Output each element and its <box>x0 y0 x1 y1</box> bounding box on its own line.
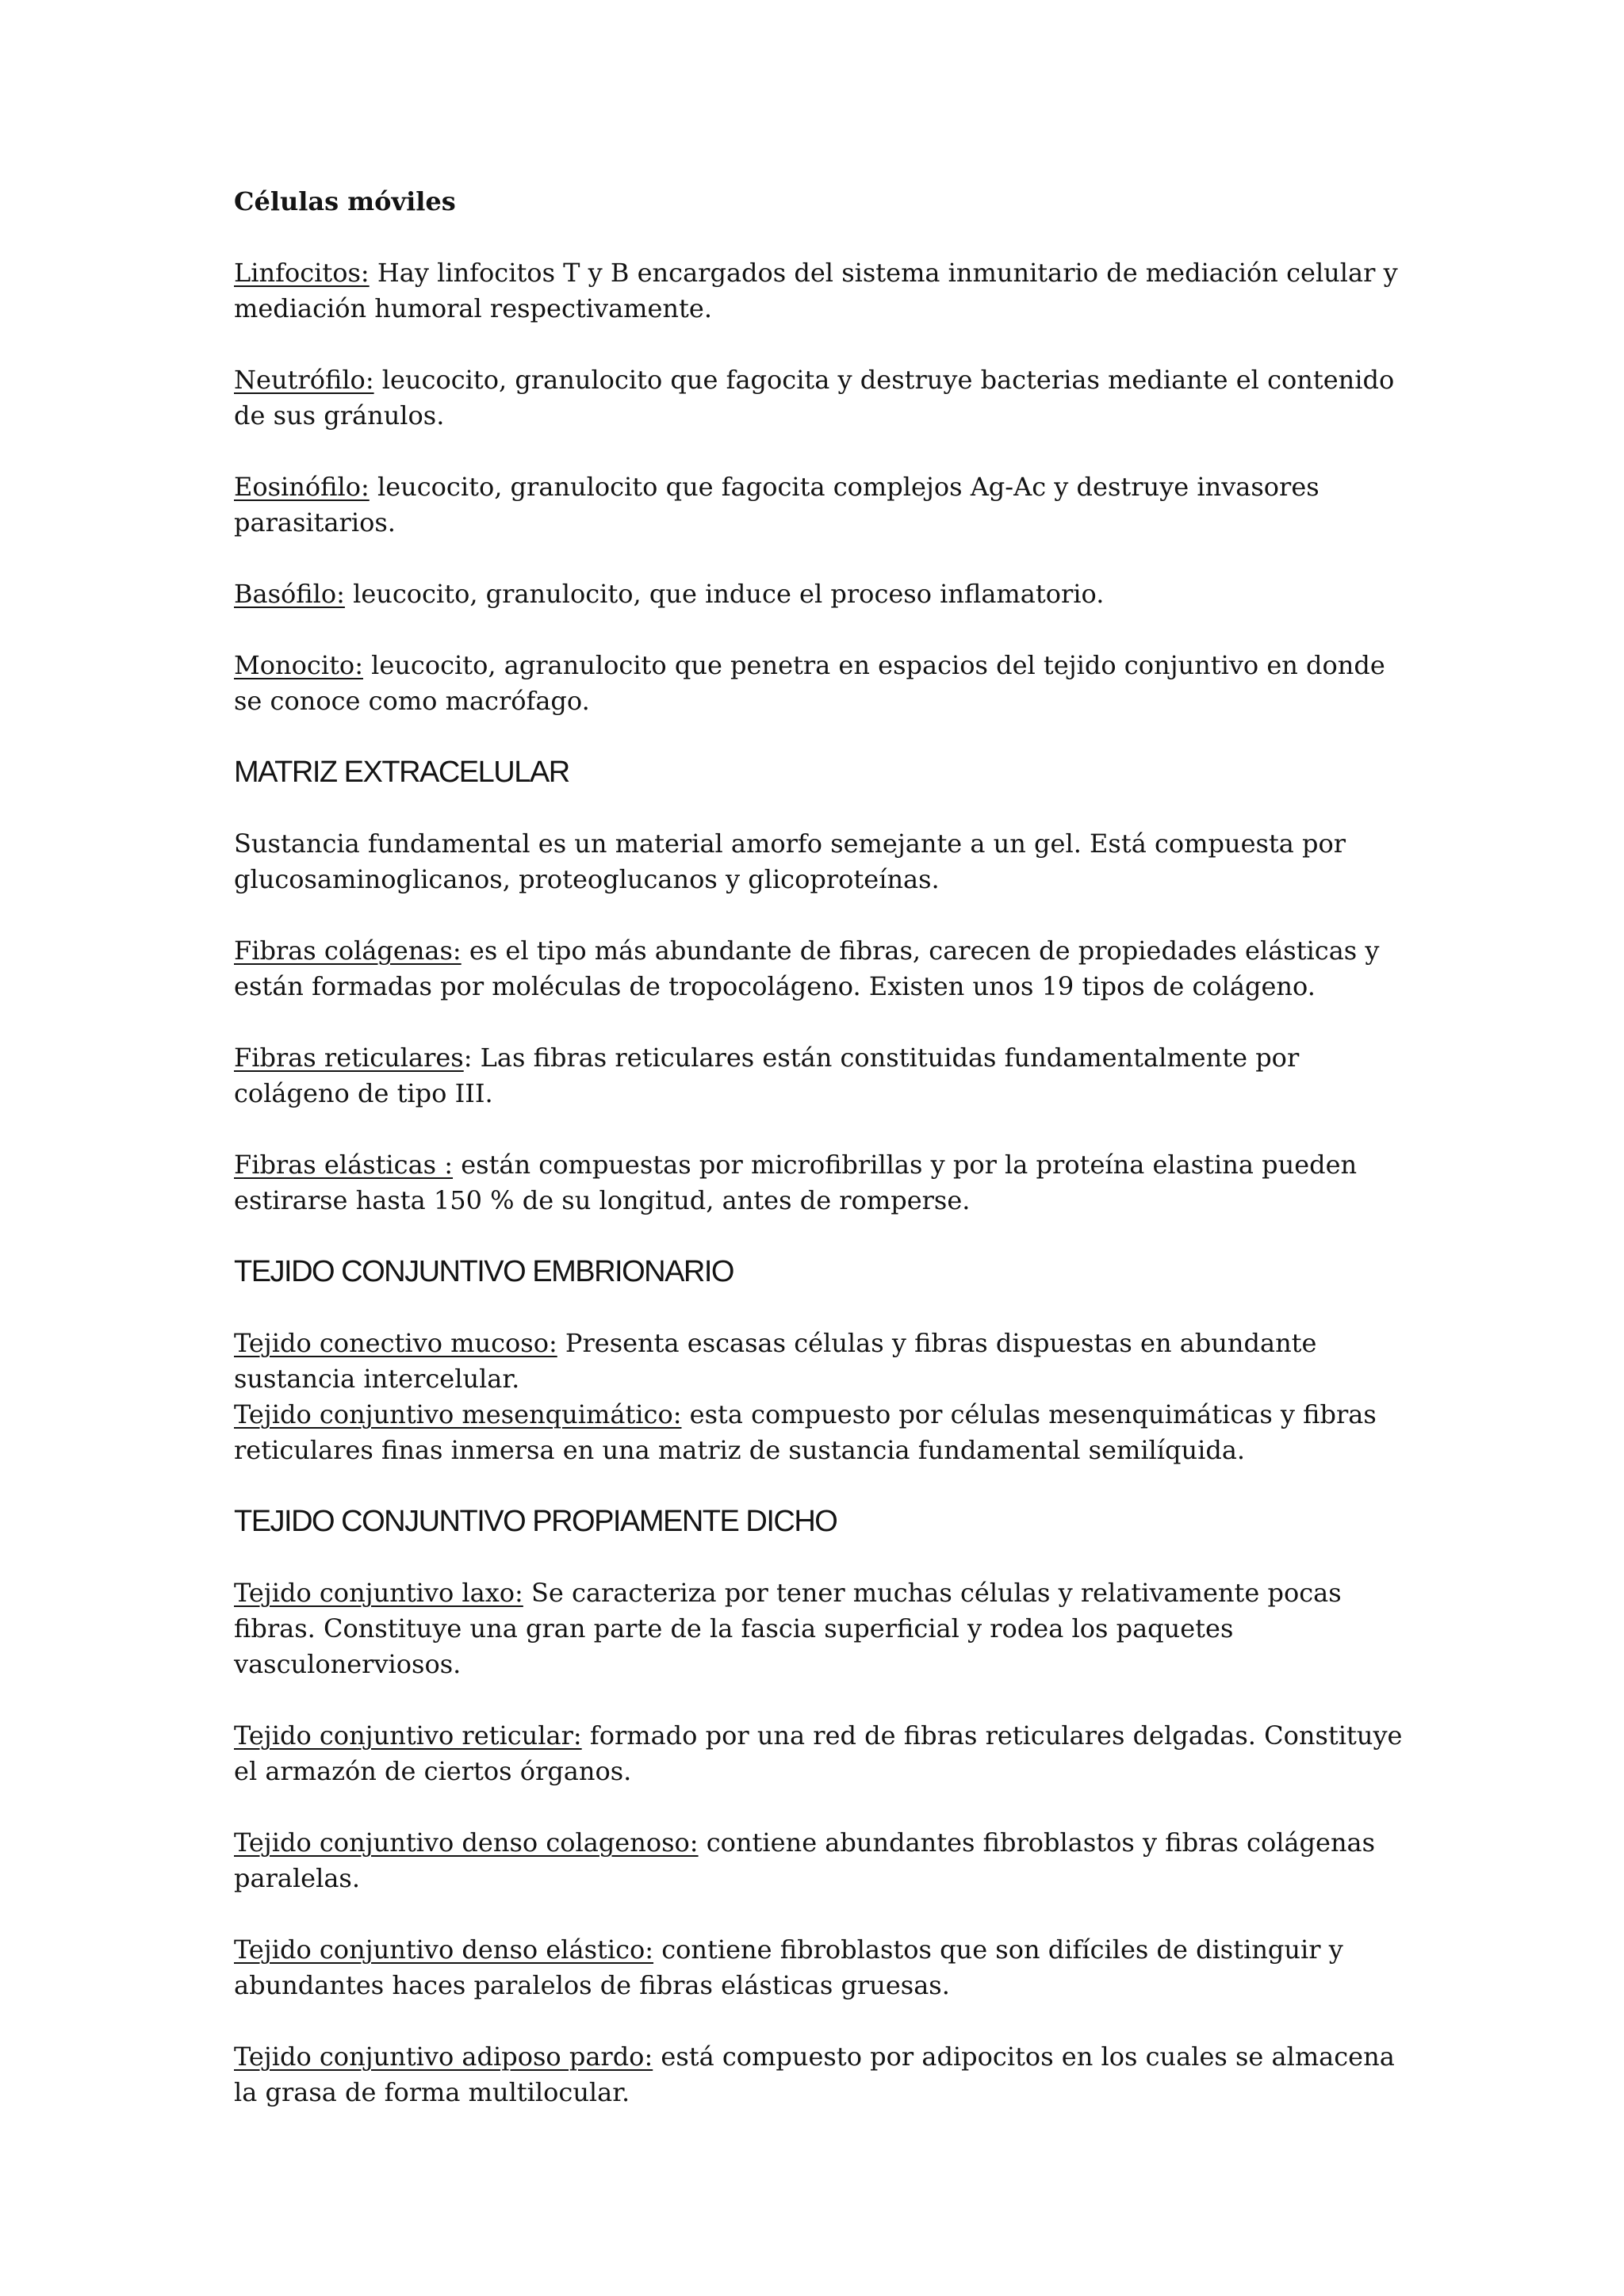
definition-tejido-conjuntivo-reticular <box>234 1718 1408 1789</box>
section-tejido-conjuntivo-embrionario <box>234 1326 1408 1468</box>
definition-basofilo <box>234 576 1408 612</box>
definition-text: contiene abundantes fibroblastos y fibras colágenas paralelas. <box>234 1827 1376 1893</box>
heading-tejido-conjuntivo-embrionario: TEJIDO CONJUNTIVO EMBRIONARIO <box>234 1255 733 1288</box>
definition-text: Se caracteriza por tener muchas células y relativamente pocas fibras. Constituye una gran parte de la fascia superficial y rodea los paquetes vasculonerviosos. <box>234 1578 1342 1679</box>
term-tejido-conectivo-mucoso: Tejido conectivo mucoso: <box>234 1328 557 1358</box>
definition-fibras-reticulares <box>234 1040 1408 1112</box>
paragraph-sustancia-fundamental: Sustancia fundamental es un material amorfo semejante a un gel. Está compuesta por glucosaminoglicanos, proteoglucanos y glicoproteínas. <box>234 828 1346 894</box>
section-matriz-extracelular <box>234 826 1408 1219</box>
section-title-celulas-moviles: Células móviles <box>234 186 456 216</box>
document-page <box>234 184 1408 2146</box>
term-tejido-conjuntivo-mesenquimatico: Tejido conjuntivo mesenquimático: <box>234 1399 682 1429</box>
definition-text: : Las fibras reticulares están constituidas fundamentalmente por colágeno de tipo III. <box>234 1043 1300 1108</box>
term-fibras-reticulares: Fibras reticulares <box>234 1043 464 1073</box>
definition-tejido-conjuntivo-denso-colagenoso <box>234 1825 1408 1896</box>
heading-tejido-conjuntivo-propiamente-dicho: TEJIDO CONJUNTIVO PROPIAMENTE DICHO <box>234 1505 837 1538</box>
term-monocito: Monocito: <box>234 650 363 680</box>
definition-text: contiene fibroblastos que son difíciles de distinguir y abundantes haces paralelos de fibras elásticas gruesas. <box>234 1934 1343 2000</box>
definition-text: esta compuesto por células mesenquimáticas y fibras reticulares finas inmersa en una matriz de sustancia fundamental semilíquida. <box>234 1399 1377 1465</box>
term-fibras-colagenas: Fibras colágenas: <box>234 936 462 966</box>
definition-fibras-colagenas <box>234 933 1408 1004</box>
definition-text: Presenta escasas células y fibras dispuestas en abundante sustancia intercelular. <box>234 1328 1317 1394</box>
term-tejido-conjuntivo-laxo: Tejido conjuntivo laxo: <box>234 1578 523 1608</box>
definition-fibras-elasticas <box>234 1147 1408 1219</box>
definition-text: leucocito, granulocito que fagocita y destruye bacterias mediante el contenido de sus gránulos. <box>234 365 1395 430</box>
section-tejido-conjuntivo-propiamente-dicho <box>234 1575 1408 2110</box>
term-basofilo: Basófilo: <box>234 579 345 609</box>
definition-text: leucocito, agranulocito que penetra en espacios del tejido conjuntivo en donde se conoce como macrófago. <box>234 650 1385 716</box>
heading-matriz-extracelular: MATRIZ EXTRACELULAR <box>234 756 569 789</box>
definition-text: están compuestas por microfibrillas y por la proteína elastina pueden estirarse hasta 150 % de su longitud, antes de romperse. <box>234 1150 1358 1215</box>
definition-text: está compuesto por adipocitos en los cuales se almacena la grasa de forma multilocular. <box>234 2042 1395 2107</box>
definition-eosinofilo <box>234 469 1408 541</box>
definition-text: leucocito, granulocito que fagocita complejos Ag-Ac y destruye invasores parasitarios. <box>234 472 1320 538</box>
definition-tejido-conectivo-mucoso <box>234 1326 1408 1397</box>
term-fibras-elasticas: Fibras elásticas : <box>234 1150 454 1180</box>
definition-text: leucocito, granulocito, que induce el proceso inflamatorio. <box>344 579 1105 609</box>
definition-tejido-conjuntivo-denso-elastico <box>234 1932 1408 2003</box>
term-eosinofilo: Eosinófilo: <box>234 472 370 502</box>
term-linfocitos: Linfocitos: <box>234 258 370 288</box>
definition-tejido-conjuntivo-laxo <box>234 1575 1408 1682</box>
term-tejido-conjuntivo-denso-colagenoso: Tejido conjuntivo denso colagenoso: <box>234 1827 699 1858</box>
term-tejido-conjuntivo-reticular: Tejido conjuntivo reticular: <box>234 1720 582 1751</box>
term-tejido-conjuntivo-adiposo-pardo: Tejido conjuntivo adiposo pardo: <box>234 2042 653 2072</box>
definition-tejido-conjuntivo-mesenquimatico <box>234 1397 1408 1468</box>
term-tejido-conjuntivo-denso-elastico: Tejido conjuntivo denso elástico: <box>234 1934 654 1965</box>
definition-monocito <box>234 648 1408 719</box>
definition-tejido-conjuntivo-adiposo-pardo <box>234 2039 1408 2110</box>
section-celulas-moviles <box>234 255 1408 719</box>
definition-linfocitos <box>234 255 1408 327</box>
definition-text: formado por una red de fibras reticulares delgadas. Constituye el armazón de ciertos órganos. <box>234 1720 1403 1786</box>
definition-neutrofilo <box>234 362 1408 434</box>
term-neutrofilo: Neutrófilo: <box>234 365 374 395</box>
definition-text: Hay linfocitos T y B encargados del sistema inmunitario de mediación celular y mediación humoral respectivamente. <box>234 258 1398 323</box>
definition-text: es el tipo más abundante de fibras, carecen de propiedades elásticas y están formadas por moléculas de tropocolágeno. Existen unos 19 tipos de colágeno. <box>234 936 1380 1001</box>
